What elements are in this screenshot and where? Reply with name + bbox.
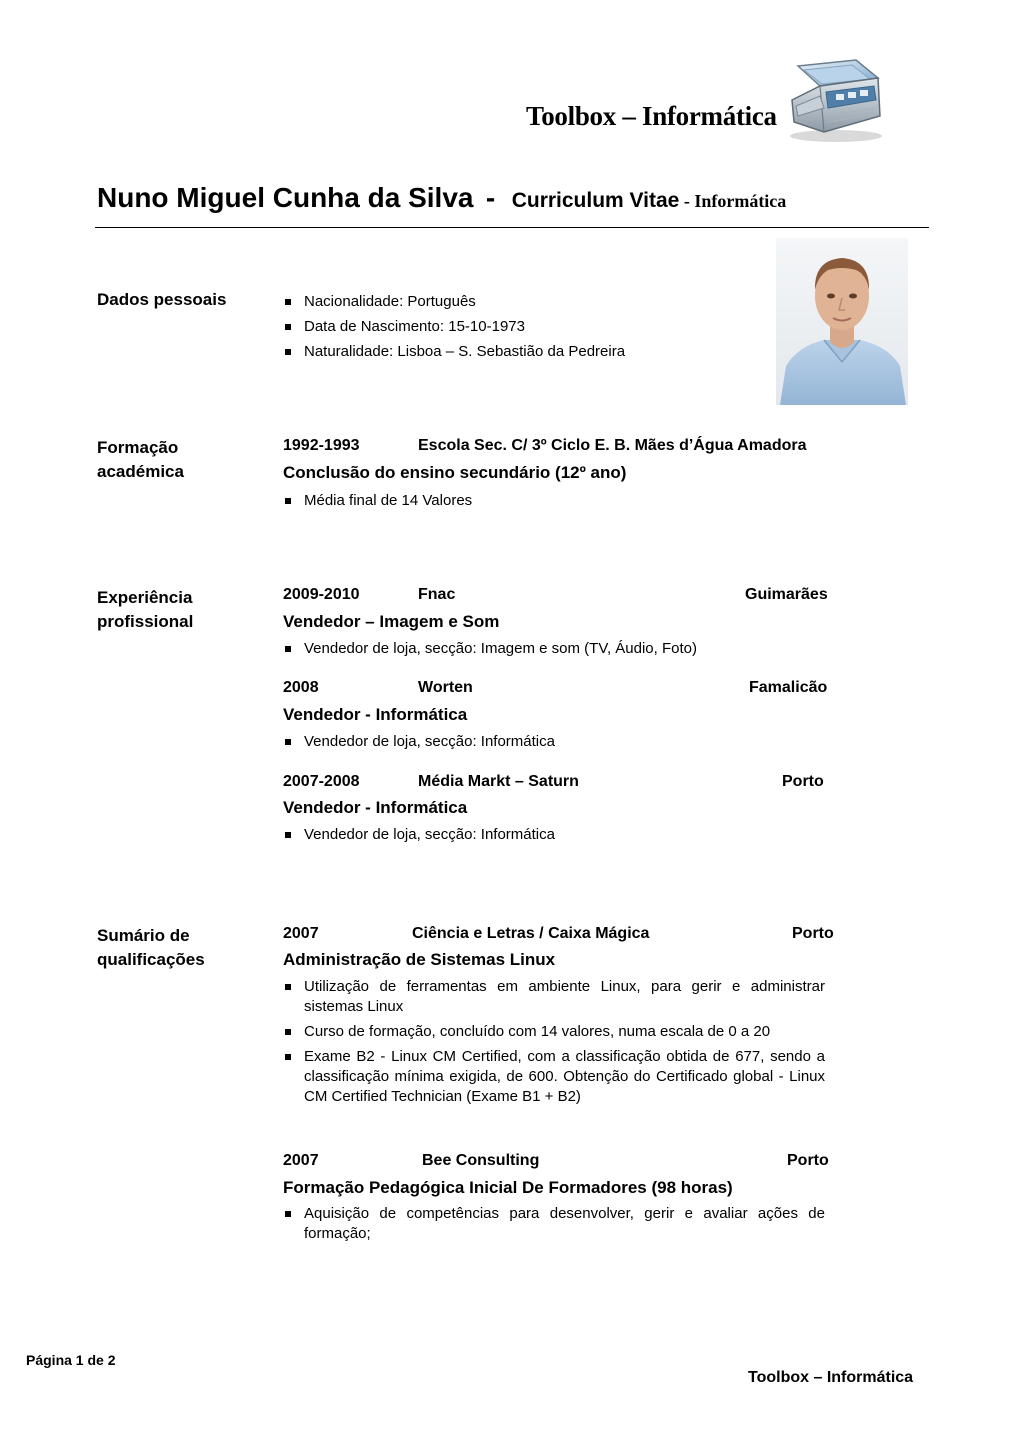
section-label-personal: Dados pessoais [97, 290, 227, 309]
list-item: Aquisição de competências para desenvolver, gerir e avaliar ações de formação; [283, 1204, 825, 1244]
list-item: Utilização de ferramentas em ambiente Linux, para gerir e administrar sistemas Linux [283, 977, 825, 1017]
job-year: 2008 [283, 679, 319, 696]
education-list [283, 491, 825, 516]
section-label-line: Experiência [97, 588, 193, 607]
qualification-org: Bee Consulting [422, 1152, 540, 1169]
qualification-year: 2007 [283, 925, 319, 942]
job-year: 2007-2008 [283, 773, 360, 790]
cv-suffix: - Informática [683, 191, 787, 211]
education-school: Escola Sec. C/ 3º Ciclo E. B. Mães d’Água Amadora [418, 437, 807, 454]
section-label-line: profissional [97, 612, 194, 631]
job-location: Porto [782, 773, 824, 790]
header-divider [95, 227, 929, 228]
personal-list [283, 292, 825, 367]
title-dash: - [485, 182, 496, 213]
job-duties [283, 825, 825, 850]
cv-label: Curriculum Vitae [511, 189, 680, 212]
list-item: Data de Nascimento: 15-10-1973 [283, 317, 825, 337]
qualification-location: Porto [787, 1152, 829, 1169]
section-label-line: Sumário de [97, 926, 190, 945]
job-role: Vendedor - Informática [283, 705, 468, 724]
footer-brand: Toolbox – Informática [748, 1369, 914, 1386]
qualification-title: Formação Pedagógica Inicial De Formadores (98 horas) [283, 1178, 733, 1197]
list-item: Curso de formação, concluído com 14 valores, numa escala de 0 a 20 [283, 1022, 825, 1042]
job-location: Famalicão [749, 679, 828, 696]
list-item: Exame B2 - Linux CM Certified, com a classificação obtida de 677, sendo a classificação mínima exigida, de 600. Obtenção do Certificado global - Linux CM Certified Technician (Exame B1 + B2) [283, 1047, 825, 1107]
education-degree: Conclusão do ensino secundário (12º ano) [283, 463, 627, 482]
qualification-title: Administração de Sistemas Linux [283, 950, 556, 969]
job-company: Worten [418, 679, 473, 696]
section-label-qualifications [97, 924, 205, 972]
brand-title: Toolbox – Informática [526, 101, 777, 131]
toolbox-icon [784, 56, 888, 144]
section-label-line: académica [97, 462, 184, 481]
cv-title [97, 182, 786, 214]
list-item: Naturalidade: Lisboa – S. Sebastião da Pedreira [283, 342, 825, 362]
job-year: 2009-2010 [283, 586, 360, 603]
education-year: 1992-1993 [283, 437, 360, 454]
list-item: Média final de 14 Valores [283, 491, 825, 511]
qualification-year: 2007 [283, 1152, 319, 1169]
job-role: Vendedor - Informática [283, 798, 468, 817]
job-role: Vendedor – Imagem e Som [283, 612, 500, 631]
section-label-line: qualificações [97, 950, 205, 969]
section-label-experience [97, 586, 193, 634]
qualification-list [283, 1204, 825, 1249]
page-number: Página 1 de 2 [26, 1352, 116, 1368]
job-company: Média Markt – Saturn [418, 773, 579, 790]
list-item: Vendedor de loja, secção: Informática [283, 732, 825, 752]
qualification-org: Ciência e Letras / Caixa Mágica [412, 925, 650, 942]
person-name: Nuno Miguel Cunha da Silva [97, 182, 474, 213]
job-duties [283, 732, 825, 757]
section-label-line: Formação [97, 438, 179, 457]
list-item: Vendedor de loja, secção: Informática [283, 825, 825, 845]
qualification-list [283, 977, 825, 1112]
list-item: Nacionalidade: Português [283, 292, 825, 312]
job-location: Guimarães [745, 586, 828, 603]
section-label-education [97, 436, 184, 484]
job-duties [283, 639, 825, 664]
job-company: Fnac [418, 586, 456, 603]
list-item: Vendedor de loja, secção: Imagem e som (TV, Áudio, Foto) [283, 639, 825, 659]
qualification-location: Porto [792, 925, 834, 942]
